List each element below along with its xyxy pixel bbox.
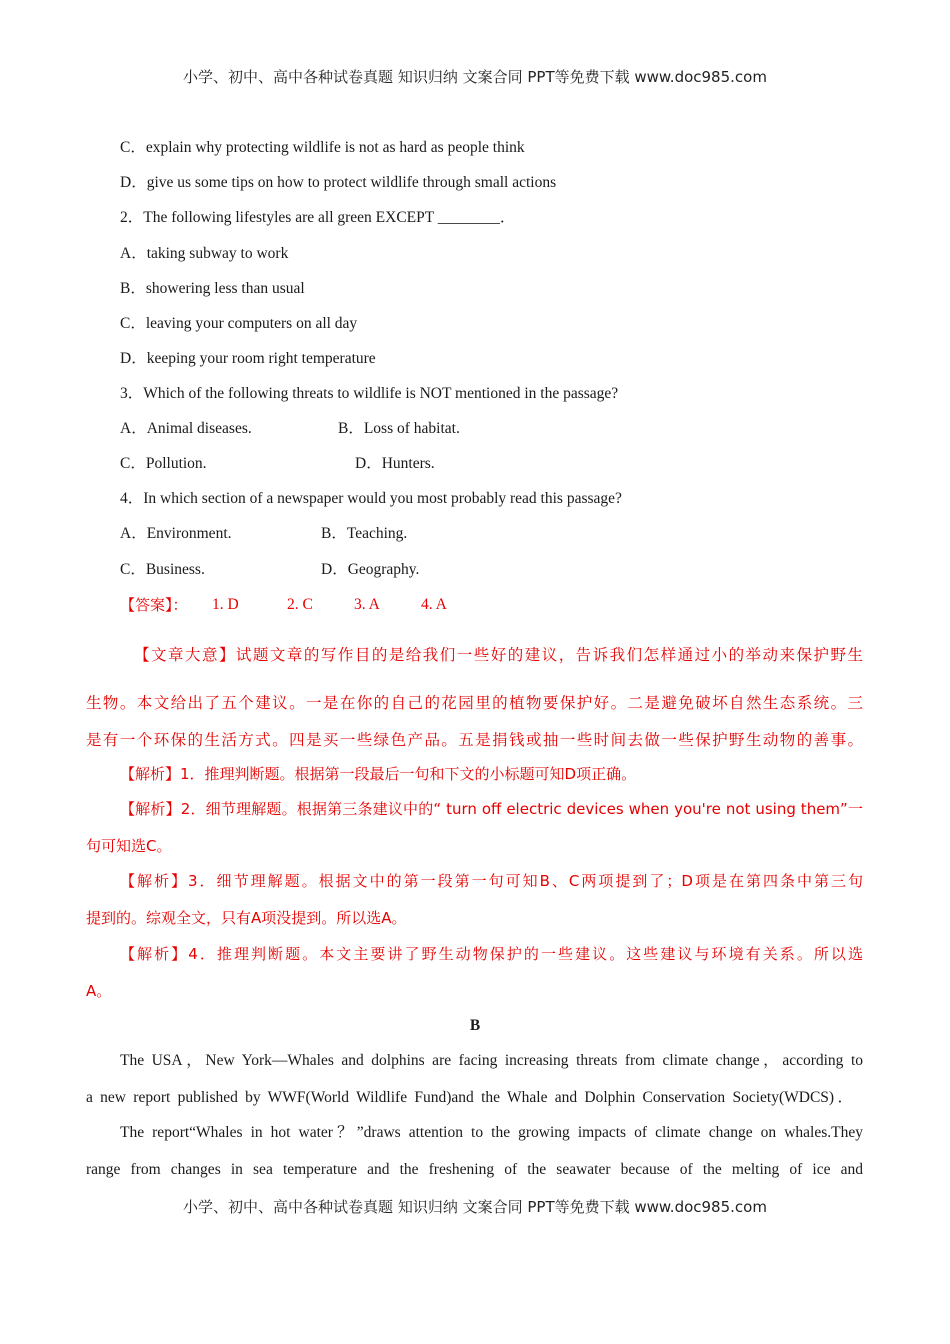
page-footer: 小学、初中、高中各种试卷真题 知识归纳 文案合同 PPT等免费下载 www.doc985.com [183,1198,767,1216]
answer-1: 1. D [212,596,239,613]
q1-option-c: C．explain why protecting wildlife is not as hard as people think [120,139,525,156]
section-b-p1-line-2: a new report published by WWF(World Wildlife Fund)and the Whale and Dolphin Conservation Society(WDCS)． [86,1089,853,1106]
q2-stem: 2．The following lifestyles are all green EXCEPT ________． [120,209,516,226]
q3-stem: 3．Which of the following threats to wildlife is NOT mentioned in the passage? [120,385,619,402]
section-b-title: B [469,1017,481,1034]
q3-option-b: B．Loss of habitat. [338,420,460,437]
q3-option-d: D．Hunters. [355,455,435,472]
q2-option-d: D．keeping your room right temperature [120,350,376,367]
analysis-1: 【解析】1．推理判断题。根据第一段最后一句和下文的小标题可知D项正确。 [120,765,637,783]
page-header: 小学、初中、高中各种试卷真题 知识归纳 文案合同 PPT等免费下载 www.doc985.com [183,68,767,86]
answer-2: 2. C [287,596,313,613]
analysis-4-line-2: A。 [86,982,112,1000]
analysis-4-line-1: 【解析】4．推理判断题。本文主要讲了野生动物保护的一些建议。这些建议与环境有关系。所以选 [120,945,863,963]
q1-option-d: D．give us some tips on how to protect wildlife through small actions [120,174,557,191]
analysis-2-line-2: 句可知选C。 [86,837,172,855]
answer-3: 3. A [354,596,380,613]
answer-4: 4. A [421,596,447,613]
q4-option-d: D．Geography. [321,561,420,578]
q3-option-a: A．Animal diseases. [120,420,252,437]
section-b-p1-line-1: The USA，New York—Whales and dolphins are facing increasing threats from climate change，according to [120,1052,863,1069]
analysis-2-line-1: 【解析】2．细节理解题。根据第三条建议中的“ turn off electric devices when you're not using them”一 [120,800,863,818]
summary-line-2: 生物。本文给出了五个建议。一是在你的自己的花园里的植物要保护好。二是避免破坏自然生态系统。三 [86,694,863,712]
summary-line-1: 【文章大意】试题文章的写作目的是给我们一些好的建议，告诉我们怎样通过小的举动来保护野生 [134,646,863,664]
answer-label: 【答案】： [120,596,188,614]
q4-stem: 4．In which section of a newspaper would you most probably read this passage? [120,490,622,507]
q2-option-b: B．showering less than usual [120,280,305,297]
section-b-p2-line-2: range from changes in sea temperature and the freshening of the seawater because of the melting of ice and [86,1161,863,1178]
q4-option-a: A．Environment. [120,525,232,542]
analysis-3-line-2: 提到的。综观全文，只有A项没提到。所以选A。 [86,909,407,927]
q2-option-c: C．leaving your computers on all day [120,315,358,332]
q2-option-a: A．taking subway to work [120,245,289,262]
q4-option-b: B．Teaching. [321,525,408,542]
summary-line-3: 是有一个环保的生活方式。四是买一些绿色产品。五是捐钱或抽一些时间去做一些保护野生动物的善事。 [86,731,863,749]
analysis-3-line-1: 【解析】3．细节理解题。根据文中的第一段第一句可知B、C两项提到了；D项是在第四条中第三句 [120,872,863,890]
q4-option-c: C．Business. [120,561,205,578]
section-b-p2-line-1: The report“Whales in hot water？”draws attention to the growing impacts of climate change on whales.They [120,1124,863,1141]
q3-option-c: C．Pollution. [120,455,207,472]
